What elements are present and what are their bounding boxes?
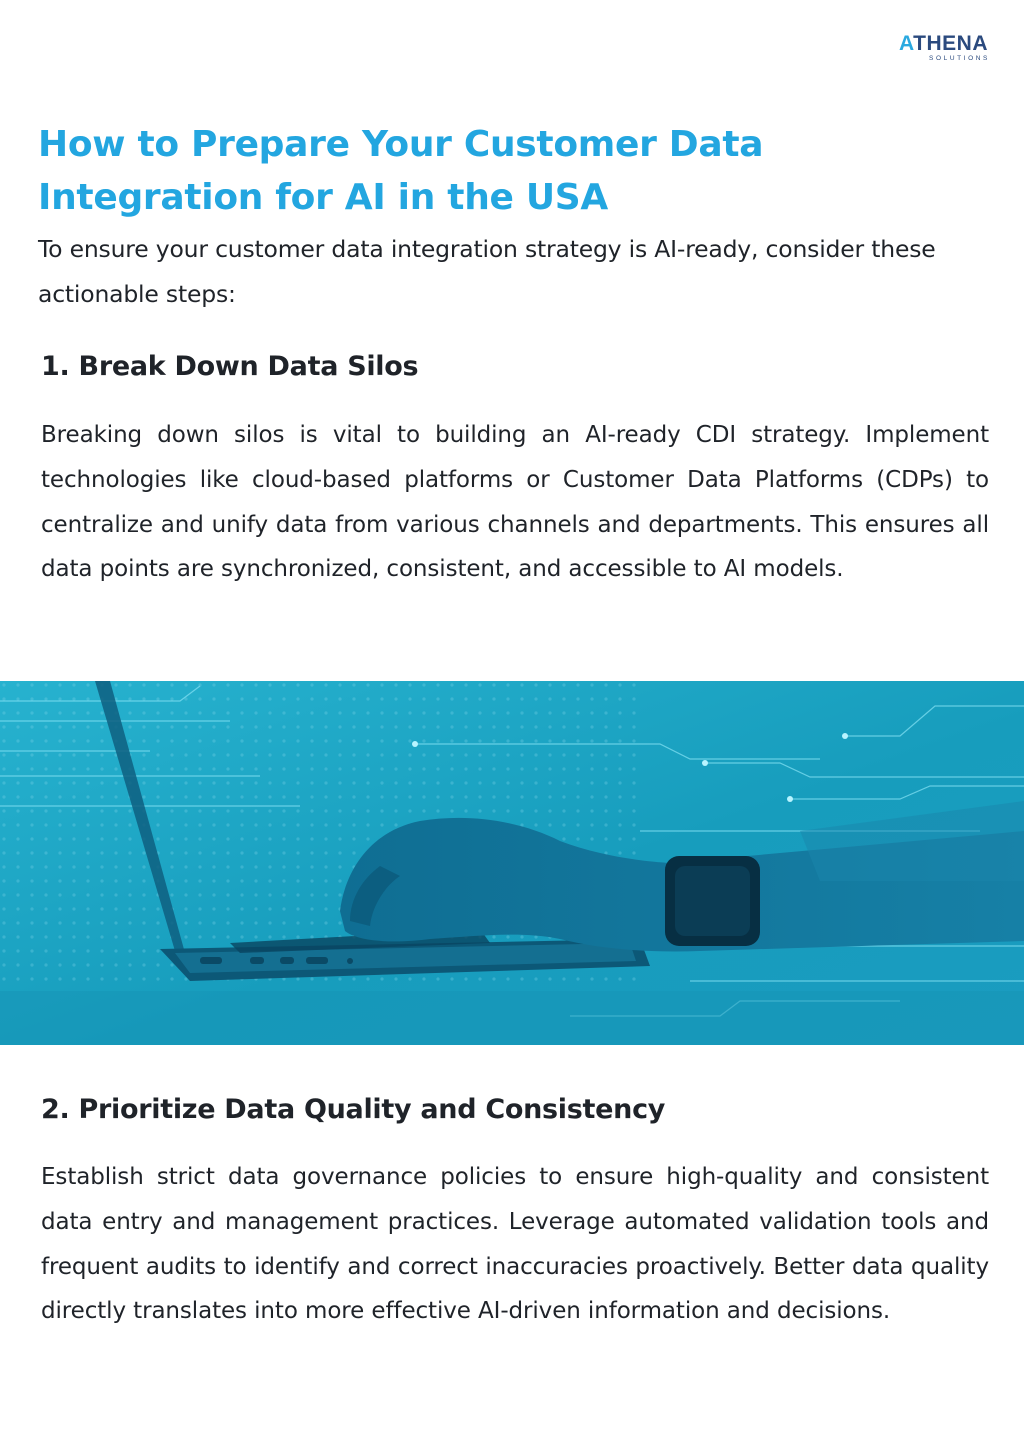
logo-subtitle: SOLUTIONS — [929, 55, 990, 62]
section-1-body: Breaking down silos is vital to building an AI-ready CDI strategy. Implement technologies like cloud-based platforms or Customer Data Platforms (CDPs) to centralize and unify data from various channels and departments. This ensures all data points are synchronized, consistent, and accessible to AI models. — [41, 422, 989, 583]
intro-paragraph: To ensure your customer data integration strategy is AI-ready, consider these actionable steps: — [38, 235, 936, 308]
logo-wordmark: ATHENA — [899, 32, 988, 55]
laptop-typing-image — [0, 681, 1024, 1045]
page-title: How to Prepare Your Customer Data Integration for AI in the USA — [38, 124, 764, 218]
section-1-heading: 1. Break Down Data Silos — [41, 351, 419, 382]
section-2-heading: 2. Prioritize Data Quality and Consistency — [41, 1094, 666, 1125]
section-2-body: Establish strict data governance policies to ensure high-quality and consistent data entry and management practices. Leverage automated validation tools and frequent audits to identify and correct inaccuracies proactively. Better data quality directly translates into more effective AI-driven information and decisions. — [41, 1164, 989, 1325]
athena-logo — [898, 34, 988, 62]
